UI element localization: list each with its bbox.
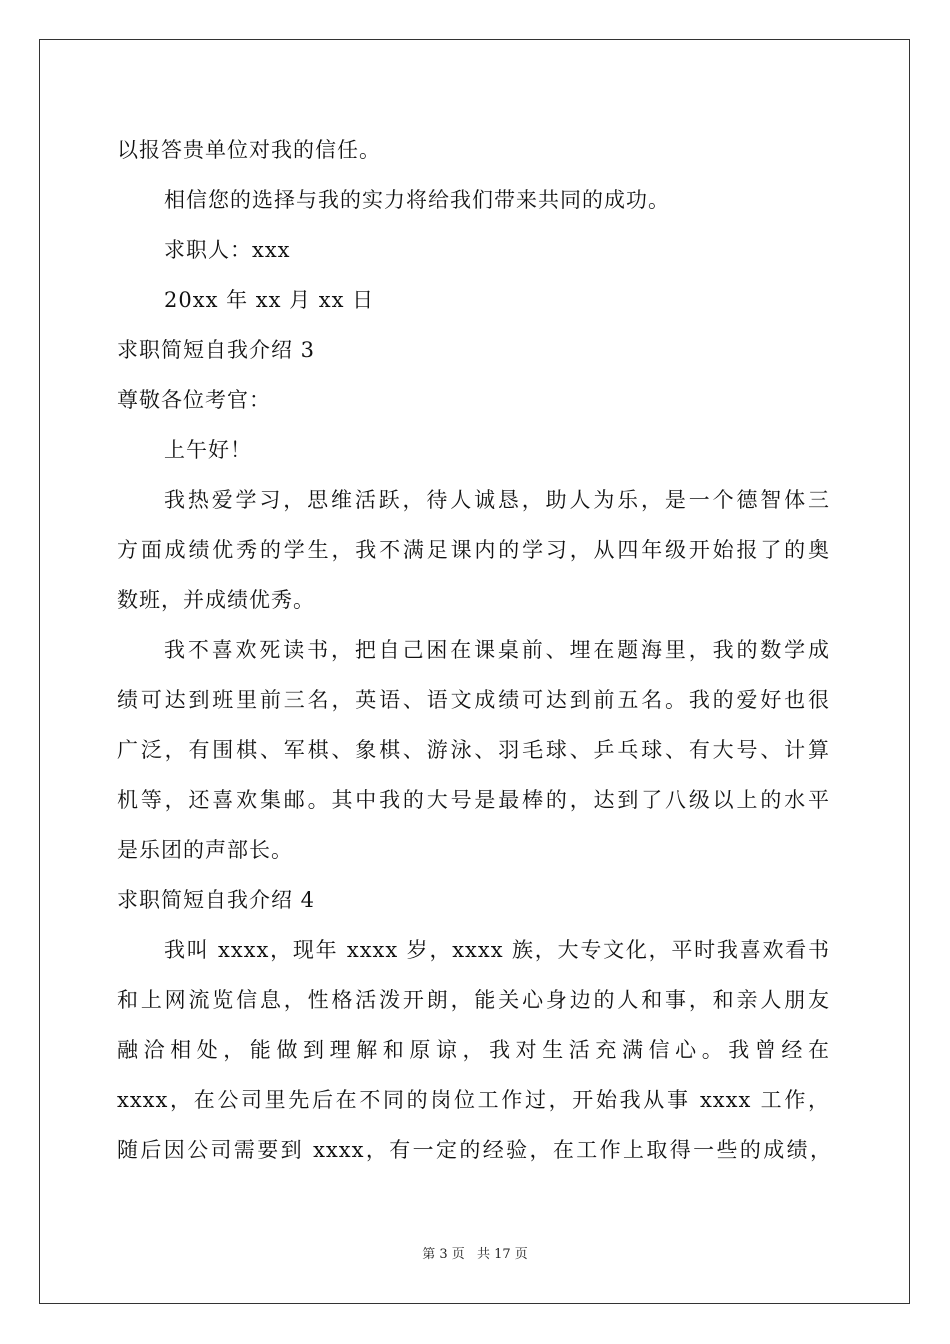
text-line: 融洽相处，能做到理解和原谅，我对生活充满信心。我曾经在 <box>117 1038 830 1062</box>
text-line: 数班，并成绩优秀。 <box>117 588 315 612</box>
text-line: 以报答贵单位对我的信任。 <box>117 138 381 162</box>
page-number: 第 3 页 <box>422 1247 465 1262</box>
page-border <box>39 39 910 1304</box>
section-heading: 求职简短自我介绍 4 <box>117 888 316 912</box>
text-line: 求职人：xxx <box>164 238 291 262</box>
section-heading: 求职简短自我介绍 3 <box>117 338 316 362</box>
text-line: 和上网流览信息，性格活泼开朗，能关心身边的人和事，和亲人朋友 <box>117 988 830 1012</box>
text-line: 我叫 xxxx，现年 xxxx 岁，xxxx 族，大专文化，平时我喜欢看书 <box>164 938 830 962</box>
page-total: 共 17 页 <box>476 1247 528 1262</box>
text-line: 随后因公司需要到 xxxx，有一定的经验，在工作上取得一些的成绩， <box>117 1138 832 1162</box>
text-line: 是乐团的声部长。 <box>117 838 293 862</box>
text-line: 我不喜欢死读书，把自己困在课桌前、埋在题海里，我的数学成 <box>164 638 830 662</box>
page-footer <box>0 1246 950 1264</box>
text-line: 广泛，有围棋、军棋、象棋、游泳、羽毛球、乒乓球、有大号、计算 <box>117 738 830 762</box>
text-line: 上午好！ <box>164 438 252 462</box>
text-line: xxxx，在公司里先后在不同的岗位工作过，开始我从事 xxxx 工作， <box>117 1088 830 1112</box>
text-line: 相信您的选择与我的实力将给我们带来共同的成功。 <box>164 188 670 212</box>
text-line: 绩可达到班里前三名，英语、语文成绩可达到前五名。我的爱好也很 <box>117 688 830 712</box>
salutation: 尊敬各位考官： <box>117 388 271 412</box>
text-line: 20xx 年 xx 月 xx 日 <box>164 288 375 312</box>
text-line: 机等，还喜欢集邮。其中我的大号是最棒的，达到了八级以上的水平 <box>117 788 830 812</box>
text-line: 方面成绩优秀的学生，我不满足课内的学习，从四年级开始报了的奥 <box>117 538 830 562</box>
text-line: 我热爱学习，思维活跃，待人诚恳，助人为乐，是一个德智体三 <box>164 488 830 512</box>
